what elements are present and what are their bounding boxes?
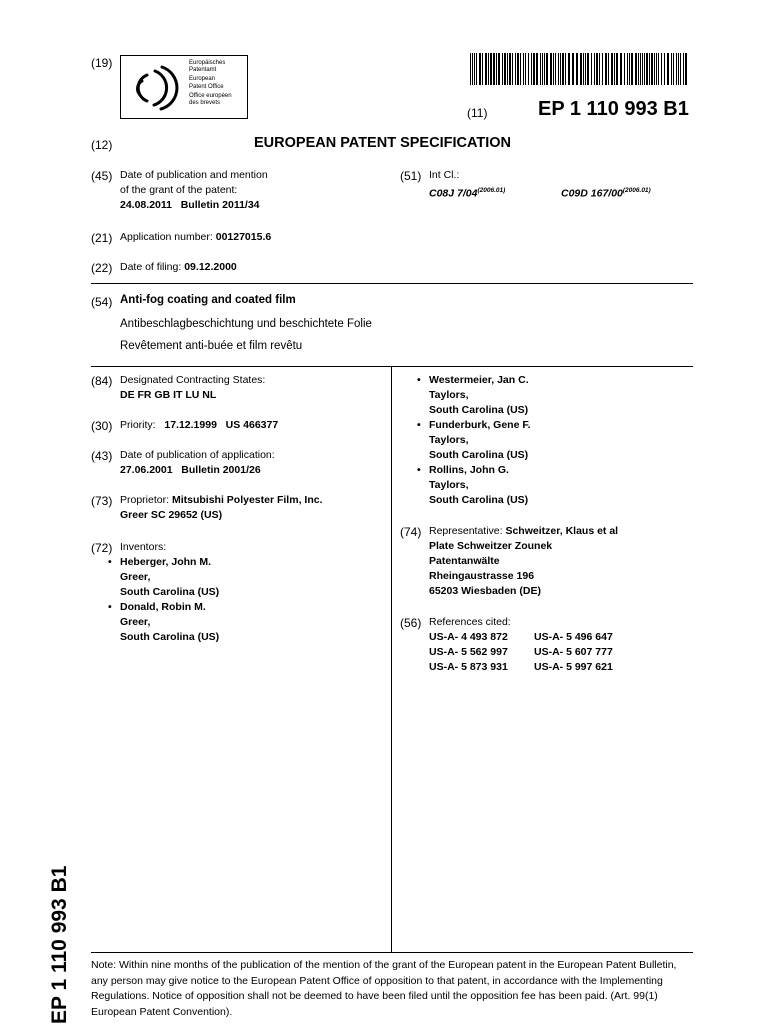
title-fr: Revêtement anti-buée et film revêtu [120, 340, 303, 352]
document-number: EP 1 110 993 B1 [538, 98, 689, 120]
code-12: (12) [91, 138, 113, 152]
grant-publication: Date of publication and mention of the grant of the patent: 24.08.2011 Bulletin 2011/34 [120, 169, 268, 211]
code-54: (54) [91, 295, 113, 309]
proprietor: Proprietor: Mitsubishi Polyester Film, Inc. Greer SC 29652 (US) [120, 494, 323, 521]
code-21: (21) [91, 231, 113, 245]
int-cl-class1: C08J $7/04^{(2006.01)}$ [429, 187, 506, 200]
logo-text: Europäisches Patentamt European Patent Office Office européen des brevets [189, 60, 232, 107]
list-item: • Westermeier, Jan C. Taylors, South Carolina (US) [417, 374, 529, 416]
code-45: (45) [91, 169, 113, 183]
bullet-icon: • [417, 374, 421, 386]
bullet-icon: • [417, 419, 421, 431]
code-11: (11) [467, 106, 488, 120]
title-de: Antibeschlagbeschichtung und beschichtete Folie [120, 318, 372, 330]
application-publication: Date of publication of application: 27.06.2001 Bulletin 2001/26 [120, 449, 275, 476]
representative: Representative: Schweitzer, Klaus et al Plate Schweitzer Zounek Patentanwälte Rheingaustrasse 196 65203 Wiesbaden (DE) [429, 525, 619, 597]
designated-states: Designated Contracting States: DE FR GB IT LU NL [120, 374, 266, 401]
inventors-label: Inventors: [120, 541, 167, 553]
code-56: (56) [400, 616, 422, 630]
column-divider [391, 366, 392, 952]
list-item: • Funderburk, Gene F. Taylors, South Carolina (US) [417, 419, 531, 461]
priority: Priority: 17.12.1999 US 466377 [120, 419, 279, 431]
barcode [470, 53, 692, 85]
bullet-icon: • [417, 464, 421, 476]
list-item: • Rollins, John G. Taylors, South Carolina (US) [417, 464, 529, 506]
code-30: (30) [91, 419, 113, 433]
divider-bottom [91, 952, 693, 953]
table-row: US-A- 5 873 931 US-A- 5 997 621 [429, 661, 613, 673]
side-document-number: EP 1 110 993 B1 [48, 865, 71, 1024]
code-74: (74) [400, 525, 422, 539]
inventors-right [417, 373, 531, 508]
list-item: • Donald, Robin M. Greer, South Carolina (US) [108, 601, 220, 643]
int-cl-class2: C09D $167/00^{(2006.01)}$ [561, 187, 651, 200]
epo-emblem-icon [125, 57, 185, 117]
list-item: • Heberger, John M. Greer, South Carolina (US) [108, 556, 220, 598]
code-84: (84) [91, 374, 113, 388]
code-43: (43) [91, 449, 113, 463]
document-title: EUROPEAN PATENT SPECIFICATION [254, 135, 511, 151]
application-number: Application number: 00127015.6 [120, 231, 272, 243]
divider-top [91, 283, 693, 284]
table-row: US-A- 5 562 997 US-A- 5 607 777 [429, 646, 613, 658]
code-51: (51) [400, 169, 422, 183]
references-label: References cited: [429, 616, 511, 628]
opposition-note: Note: Within nine months of the publication of the mention of the grant of the European patent in the European Patent Bulletin, any person may give notice to the European Patent Office of opposition to that patent, in accordance with the Implementing Regulations. Notice of opposition shall not be deemed to have been filed until the opposition fee has been paid. (Art. 99(1) European Patent Convention). [91, 959, 677, 1018]
table-row: US-A- 4 493 872 US-A- 5 496 647 [429, 631, 613, 643]
bullet-icon: • [108, 601, 112, 613]
int-cl-label: Int Cl.: [429, 169, 460, 181]
code-73: (73) [91, 494, 113, 508]
code-19: (19) [91, 56, 113, 70]
bullet-icon: • [108, 556, 112, 568]
filing-date: Date of filing: 09.12.2000 [120, 261, 237, 273]
code-72: (72) [91, 541, 113, 555]
code-22: (22) [91, 261, 113, 275]
barcode-gap [687, 53, 689, 85]
references-table [429, 630, 613, 675]
divider-middle [91, 366, 693, 367]
inventors-left [108, 555, 220, 645]
title-en: Anti-fog coating and coated film [120, 294, 296, 306]
epo-logo [120, 55, 248, 119]
